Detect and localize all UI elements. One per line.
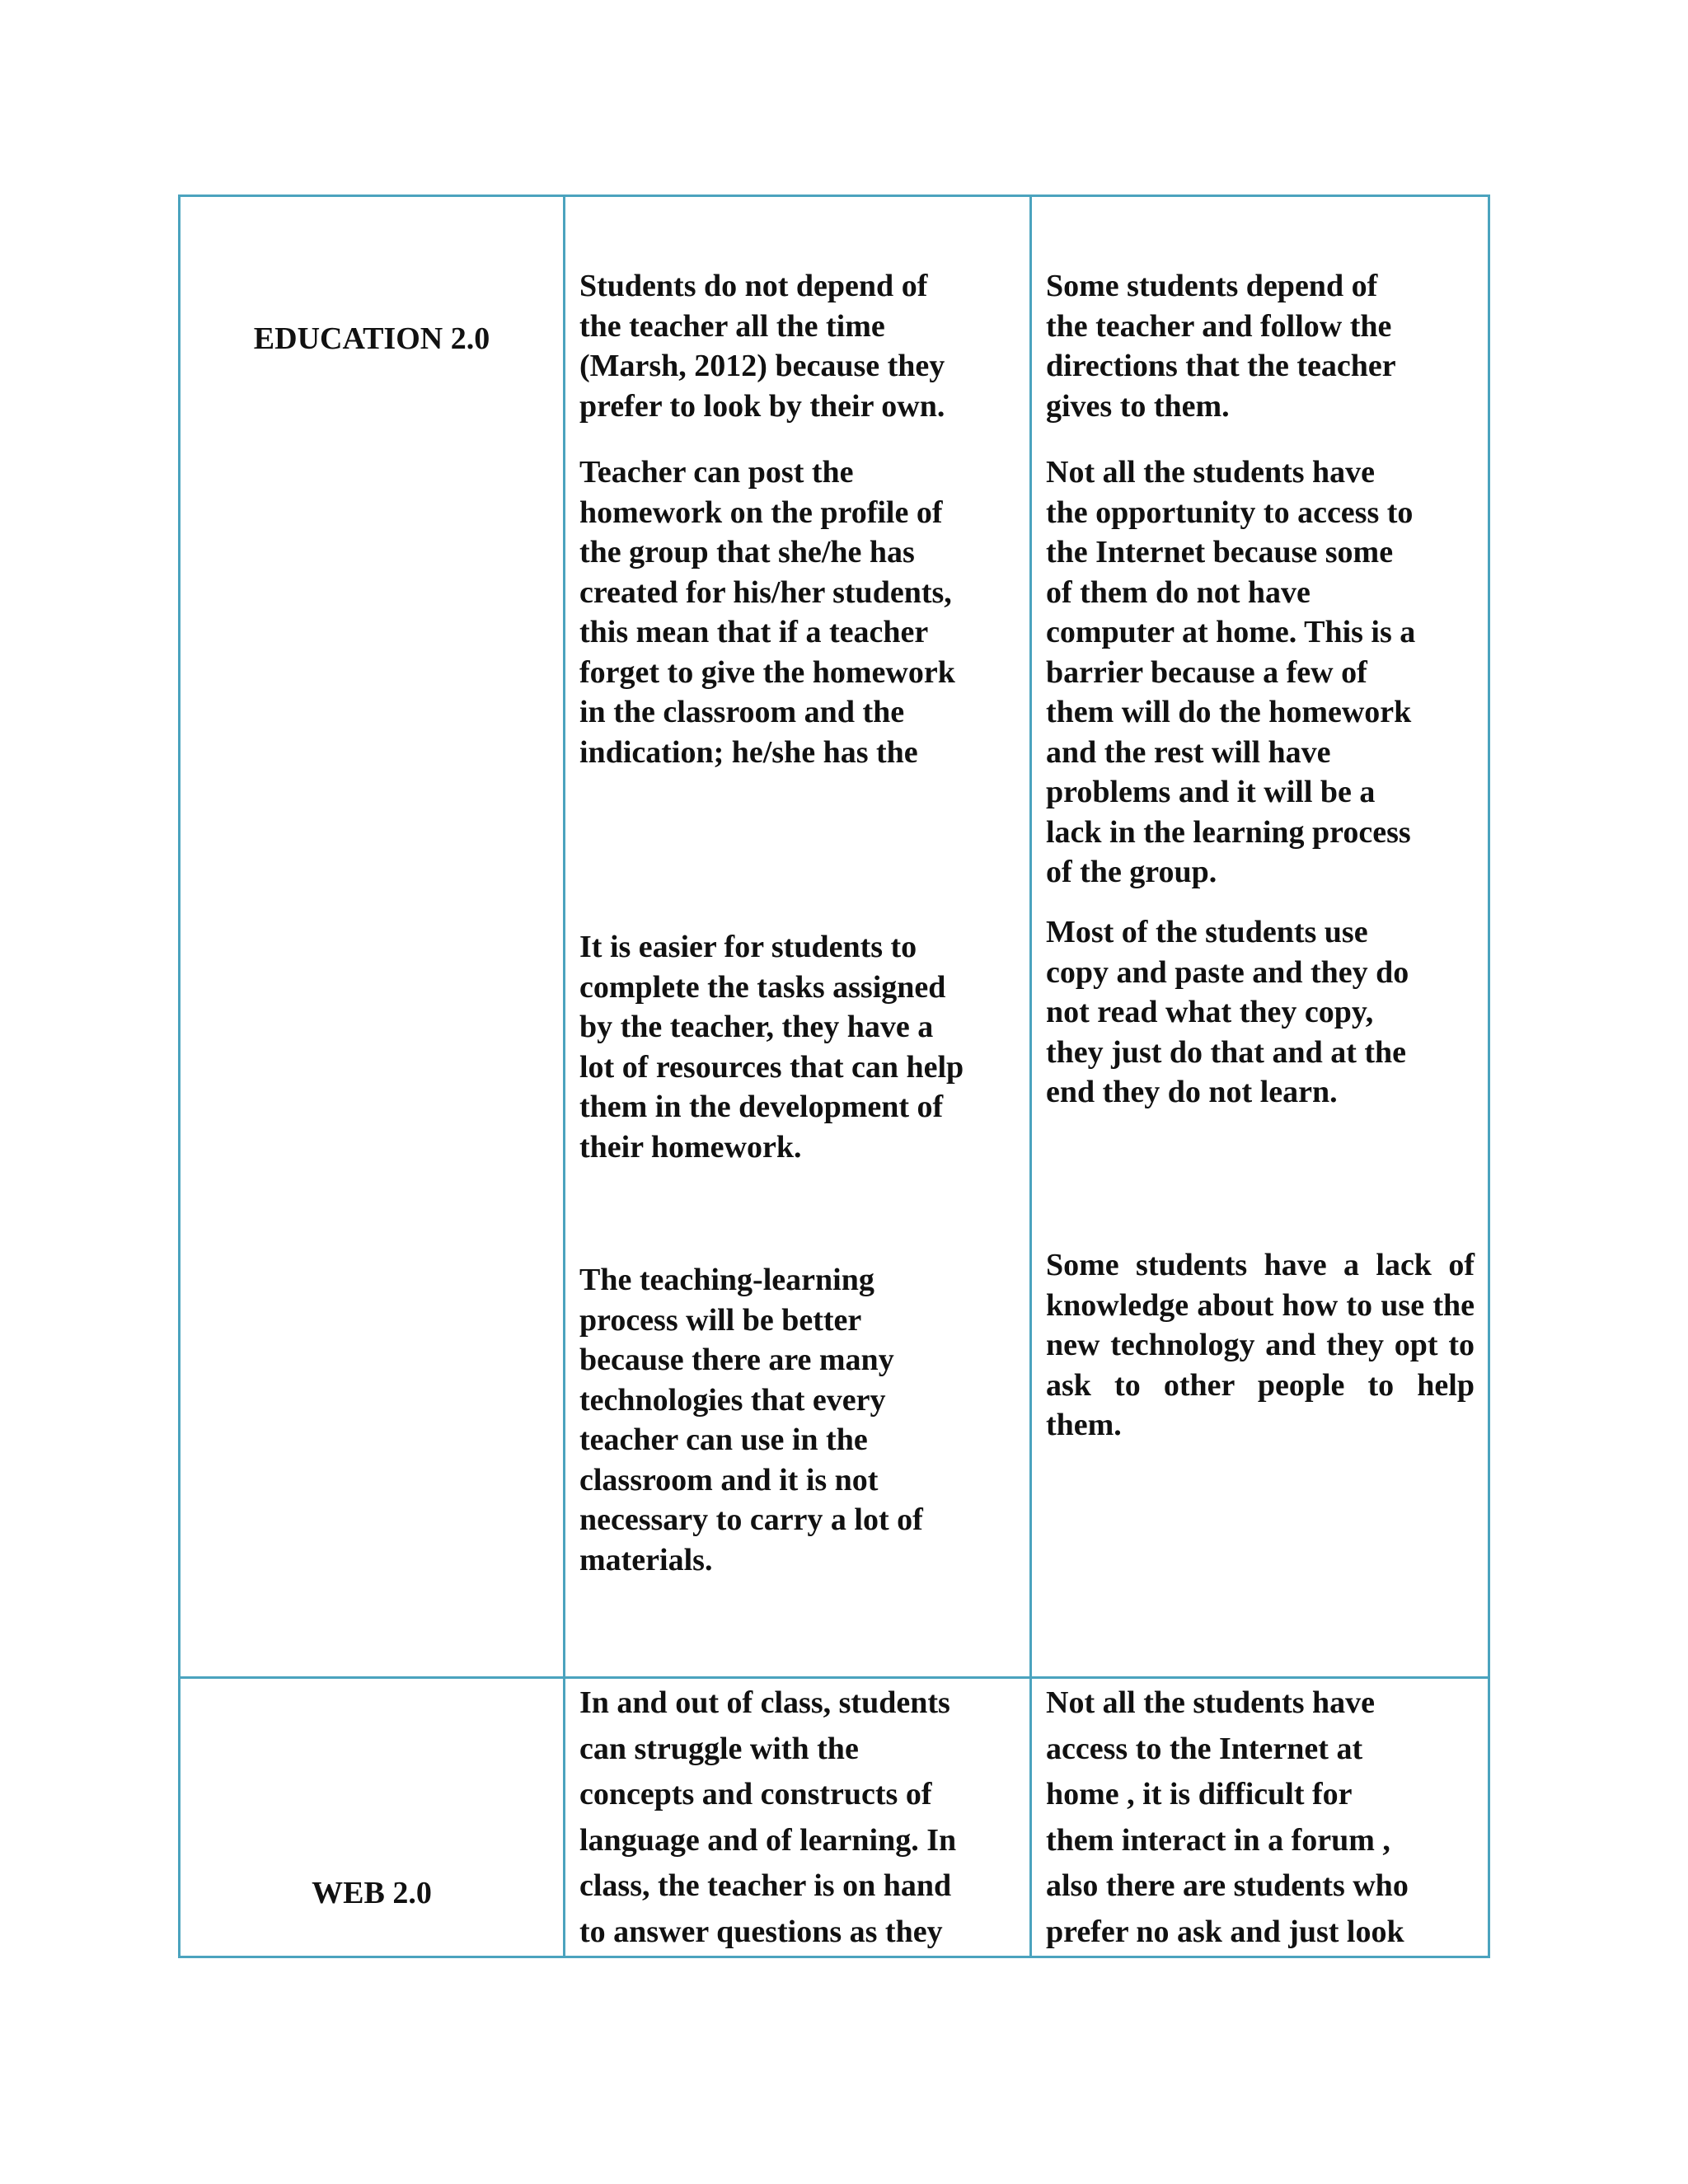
disadvantage-item: Most of the students use copy and paste and they do not read what they copy, they just do that and at the end they do not learn.	[1046, 915, 1409, 1109]
advantage-item: In and out of class, students can struggle with the concepts and constructs of language and of learning. In class, the teacher is on hand to answer questions as they	[579, 1685, 957, 1949]
comparison-table	[178, 194, 1490, 1958]
advantage-item: The teaching-learning process will be better because there are many technologies that every teacher can use in the classroom and it is not necessary to carry a lot of materials.	[579, 1263, 923, 1577]
disadvantage-item: Some students depend of the teacher and follow the directions that the teacher gives to them.	[1046, 269, 1396, 424]
disadvantage-item: Not all the students have the opportunity to access to the Internet because some of them do not have computer at home. This is a barrier because a few of them will do the homework and the rest will have problems and it will be a lack in the learning process of the group.	[1046, 455, 1416, 889]
row-label-education: EDUCATION 2.0	[253, 321, 490, 356]
row-divider	[181, 1676, 1488, 1679]
column-divider	[1029, 197, 1032, 1956]
advantage-item: Teacher can post the homework on the profile of the group that she/he has created for his/her students, this mean that if a teacher forget to give the homework in the classroom and the indication; he/she has the	[579, 455, 955, 770]
column-divider	[563, 197, 565, 1956]
advantage-item: It is easier for students to complete the tasks assigned by the teacher, they have a lot of resources that can help them in the development of their homework.	[579, 930, 964, 1165]
row-label-web: WEB 2.0	[312, 1876, 432, 1910]
disadvantage-item: Not all the students have access to the Internet at home , it is difficult for them interact in a forum , also there are students who prefer no ask and just look	[1046, 1685, 1409, 1949]
disadvantage-item: Some students have a lack of knowledge about how to use the new technology and they opt to ask to other people to help them.	[1046, 1248, 1475, 1442]
advantage-item: Students do not depend of the teacher all the time (Marsh, 2012) because they prefer to look by their own.	[579, 269, 945, 424]
